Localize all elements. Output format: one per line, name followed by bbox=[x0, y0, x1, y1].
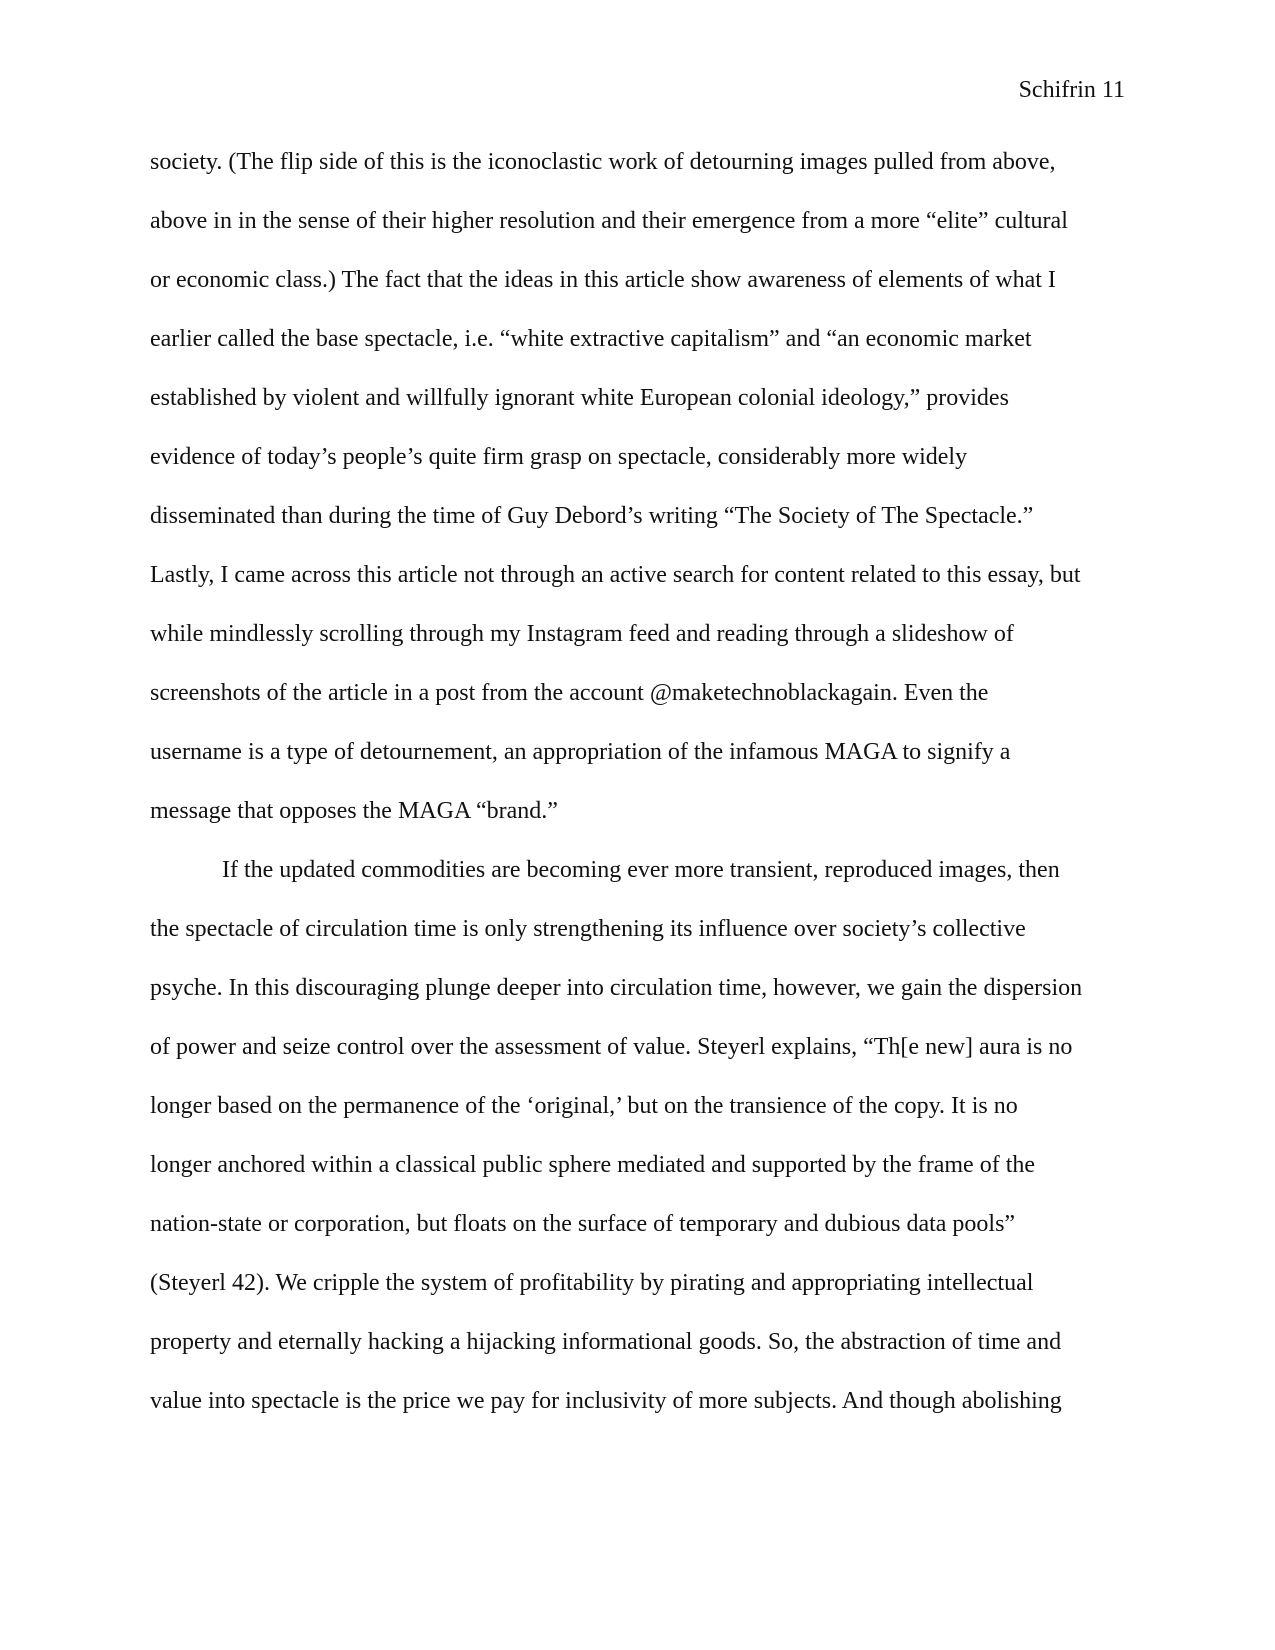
text-line: the spectacle of circulation time is only strengthening its influence over society’s collective bbox=[150, 916, 1026, 942]
paragraph-2 bbox=[150, 855, 1130, 1445]
text-line: of power and seize control over the assessment of value. Steyerl explains, “Th[e new] aura is no bbox=[150, 1034, 1073, 1060]
text-line: society. (The flip side of this is the iconoclastic work of detourning images pulled from above, bbox=[150, 149, 1056, 175]
text-line: psyche. In this discouraging plunge deeper into circulation time, however, we gain the dispersion bbox=[150, 975, 1083, 1001]
text-line: username is a type of detournement, an appropriation of the infamous MAGA to signify a bbox=[150, 739, 1011, 765]
paragraph-1 bbox=[150, 147, 1130, 855]
text-line: established by violent and willfully ignorant white European colonial ideology,” provides bbox=[150, 385, 1009, 411]
text-line: nation-state or corporation, but floats on the surface of temporary and dubious data pools” bbox=[150, 1211, 1016, 1237]
text-line: while mindlessly scrolling through my Instagram feed and reading through a slideshow of bbox=[150, 621, 1014, 647]
text-line: Lastly, I came across this article not through an active search for content related to this essay, but bbox=[150, 562, 1081, 588]
text-line: earlier called the base spectacle, i.e. “white extractive capitalism” and “an economic market bbox=[150, 326, 1032, 352]
text-line: screenshots of the article in a post from the account @maketechnoblackagain. Even the bbox=[150, 680, 989, 706]
text-line: value into spectacle is the price we pay for inclusivity of more subjects. And though abolishing bbox=[150, 1388, 1062, 1414]
text-line: If the updated commodities are becoming ever more transient, reproduced images, then bbox=[222, 857, 1060, 883]
text-line: disseminated than during the time of Guy Debord’s writing “The Society of The Spectacle.” bbox=[150, 503, 1034, 529]
text-line: property and eternally hacking a hijacking informational goods. So, the abstraction of time and bbox=[150, 1329, 1062, 1355]
running-head: Schifrin 11 bbox=[1018, 77, 1125, 103]
text-line: above in in the sense of their higher resolution and their emergence from a more “elite” cultural bbox=[150, 208, 1068, 234]
text-line: or economic class.) The fact that the ideas in this article show awareness of elements of what I bbox=[150, 267, 1056, 293]
body-text bbox=[150, 147, 1130, 1445]
text-line: message that opposes the MAGA “brand.” bbox=[150, 798, 558, 824]
text-line: evidence of today’s people’s quite firm grasp on spectacle, considerably more widely bbox=[150, 444, 968, 470]
text-line: longer based on the permanence of the ‘original,’ but on the transience of the copy. It is no bbox=[150, 1093, 1018, 1119]
text-line: longer anchored within a classical public sphere mediated and supported by the frame of the bbox=[150, 1152, 1036, 1178]
text-line: (Steyerl 42). We cripple the system of profitability by pirating and appropriating intellectual bbox=[150, 1270, 1034, 1296]
